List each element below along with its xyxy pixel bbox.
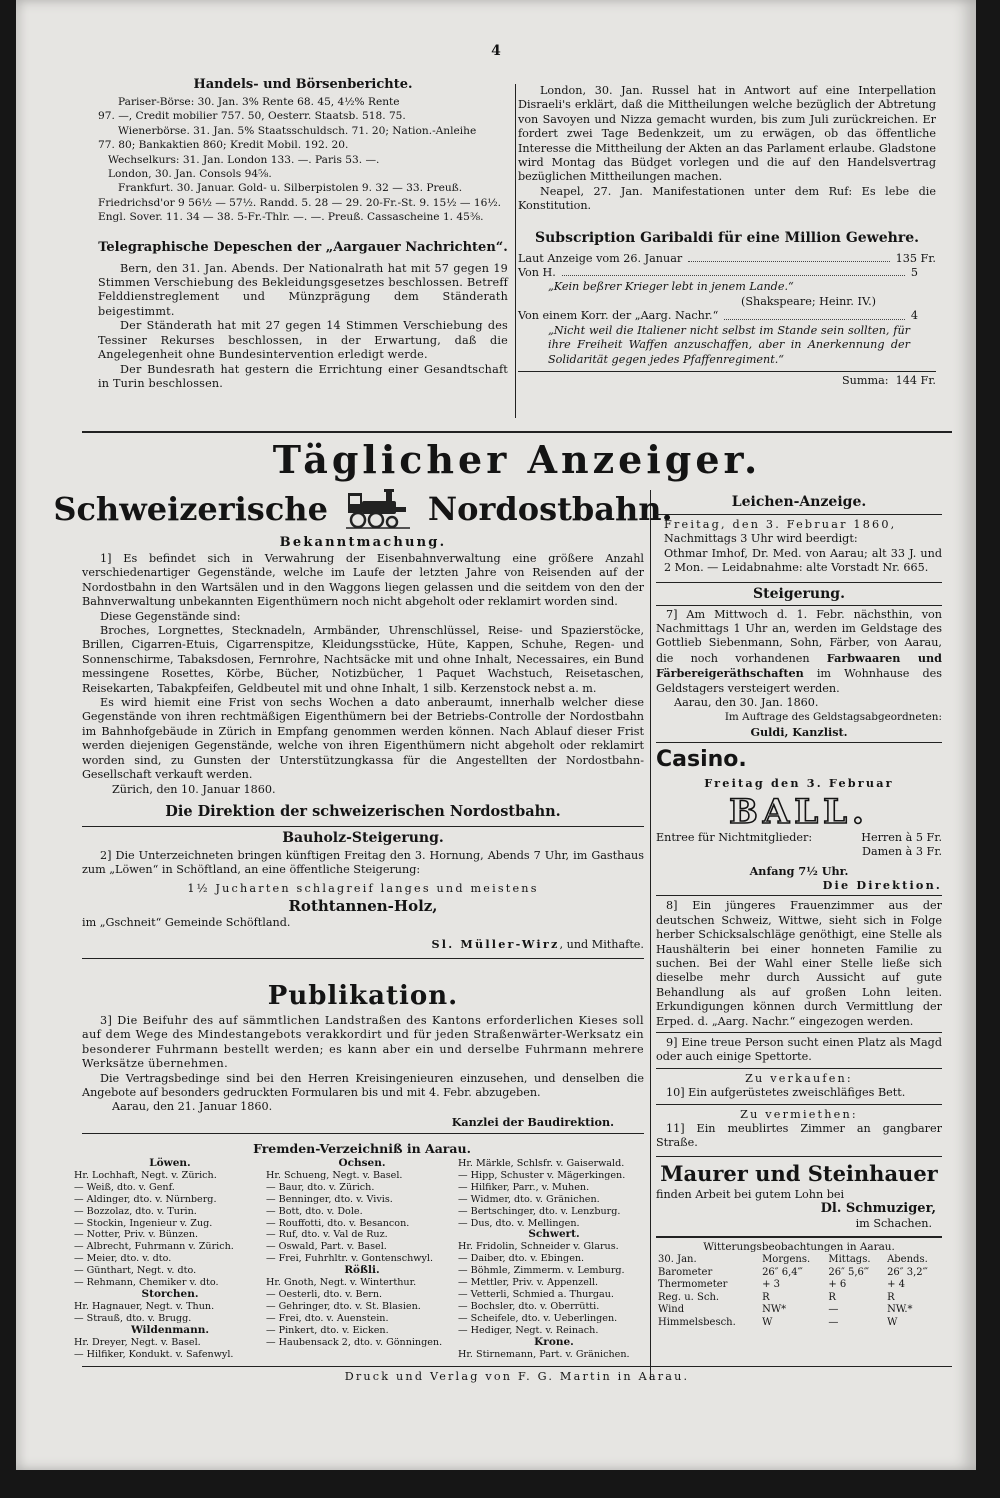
- classified-ad: 8] Ein jüngeres Frauenzimmer aus der deutschen Schweiz, Wittwe, sieht sich in Folge herber Schicksalschläge genöthigt, eine Stelle als Haushälterin bei einer honneten Familie zu suchen. Bei der Wahl einer Stelle ließe sich dieselbe mehr durch Aussicht auf gute Behandlung als auf großen Lohn leiten. Erkundigungen können durch Vermittlung der Erped. d. „Aarg. Nachr.“ eingezogen werden.: [656, 899, 942, 1028]
- newspaper-page: [16, 0, 976, 1470]
- subscription-total-amount: 144 Fr.: [895, 373, 936, 387]
- vermiethen-heading: Zu vermiethen:: [740, 1107, 858, 1121]
- weather-value: W: [762, 1316, 773, 1328]
- weather-header-row: [656, 1254, 942, 1267]
- nob-items-list: Broches, Lorgnettes, Stecknadeln, Armbänder, Uhrenschlüssel, Reise- und Spazierstöcke, Brillen, Cigarren-Etuis, Cigarrenspitze, Kleidungsstücke, Hüte, Kappen, Schuhe, Regen- und Sonnenschirme, Tabaksdosen, Fernrohre, Nachtsäcke mit und ohne Inhalt, Necessaires, ein Bund messingene Rosettes, Körbe, Bücher, Notizbücher, 1 Paquet Wachstuch, Reisetaschen, Reisekarten, Tabakpfeifen, Geldbeutel mit und ohne Inhalt, 1 silb. Kerzenstock nebst a. m.: [82, 624, 644, 695]
- section-rule: [82, 431, 952, 433]
- weather-value: —: [828, 1316, 839, 1328]
- weather-row: [656, 1279, 942, 1292]
- leichen-text: Othmar Imhof, Dr. Med. von Aarau; alt 33 J. und 2 Mon. — Leidabnahme: alte Vorstadt Nr. 665.: [664, 546, 942, 575]
- steigerung-text-part: im Wohnhause des Geldstagers versteigert werden.: [656, 667, 942, 695]
- guest-entry: Hr. Märkle, Schlsfr. v. Gaiserwald.: [458, 1158, 625, 1169]
- casino-entree: [656, 831, 942, 845]
- subscription-entry-label: Von H.: [518, 266, 556, 280]
- telegraph-paragraph: Der Bundesrath hat gestern die Errichtung einer Gesandtschaft in Turin beschlossen.: [98, 362, 508, 390]
- nob-paragraph: Es wird hiemit eine Frist von sechs Wochen a dato anberaumt, innerhalb welcher diese Gegenstände von ihren rechtmäßigen Eigenthümern bei der Betriebs-Controlle der Nordostbahn im Bahnhofgebäude in Zürich in Empfang genommen werden können. Nach Ablauf dieser Frist werden diejenigen Gegenstände, welche von ihren Eigenthümern nicht abgeholt oder reklamirt worden sind, zu Gunsten der Unterstützungkassa für die Angestellten der Nordostbahn-Gesellschaft verkauft werden.: [82, 696, 644, 782]
- left-news-column: [98, 76, 508, 391]
- market-line: Engl. Sover. 11. 34 — 38. 5-Fr.-Thlr. —. —. Preuß. Cassascheine 1. 45⅜.: [98, 211, 484, 224]
- steigerung-signature: Guldi, Kanzlist.: [750, 724, 848, 739]
- subscription-entry-amount: 5: [910, 266, 918, 280]
- guest-list: [74, 1140, 650, 1360]
- bauholz-notice: [82, 830, 644, 959]
- steigerung-text-part: 7] Am Mittwoch d. 1. Febr. nächsthin, von Nachmittags 1 Uhr an, werden im Geldstage des Gottlieb Siebenmann, Sohn, Färber, von Aarau, die noch vorhandenen: [656, 607, 942, 665]
- market-line: Frankfurt. 30. Januar. Gold- u. Silberpistolen 9. 32 — 33. Preuß.: [118, 182, 463, 195]
- weather-col-header: Morgens.: [762, 1254, 811, 1266]
- guest-entry: — Aldinger, dto. v. Nürnberg.: [74, 1193, 217, 1205]
- market-line: Wienerbörse. 31. Jan. 5% Staatsschuldsch. 71. 20; Nation.-Anleihe: [118, 124, 477, 137]
- guest-entry: — Oesterli, dto. v. Bern.: [266, 1288, 383, 1300]
- nob-paragraph: 1] Es befindet sich in Verwahrung der Eisenbahnverwaltung eine größere Anzahl verschiedenartiger Gegenstände, welche im Laufe der letzten Jahre von Reisenden auf der Nordostbahn in den Wartsälen und in den Waggons liegen gelassen und die seitdem von den der Bahnverwaltung unbekannten Eigenthümern noch nicht abgeholt oder reklamirt worden sind.: [82, 552, 644, 609]
- markets-report: [98, 95, 508, 225]
- publikation-paragraph: 3] Die Beifuhr des auf sämmtlichen Landstraßen des Kantons erforderlichen Kieses soll auf dem Wege des Mindestangebots verakkordirt und für jeden Straßenwärter-Werksatz ein besonderer Fuhrmann bestellt werden; es kann aber ein und derselbe Fuhrmann mehrere Werksätze übernehmen.: [82, 1014, 644, 1071]
- casino-signature: Die Direktion.: [822, 877, 942, 892]
- column-divider: [515, 84, 516, 418]
- guest-hotel-name: Schwert.: [528, 1228, 580, 1241]
- casino-date: Freitag den 3. Februar: [704, 776, 894, 791]
- weather-value: R: [887, 1291, 895, 1303]
- steigerung-text: [656, 608, 942, 696]
- weather-value: W: [887, 1316, 898, 1328]
- casino-entree-label: Entree für Nichtmitglieder:: [656, 830, 813, 844]
- weather-value: 26″ 3,2‴: [887, 1266, 928, 1278]
- weather-row-label: Barometer: [658, 1266, 713, 1278]
- nob-signature: Die Direktion der schweizerischen Nordostbahn.: [165, 802, 561, 820]
- weather-row: [656, 1304, 942, 1317]
- weather-value: —: [828, 1304, 839, 1316]
- guest-hotel-name: Krone.: [534, 1335, 574, 1348]
- subscription-entry-amount: 4: [910, 309, 918, 323]
- market-line: Friedrichsd'or 9 56½ — 57½. Randd. 5. 28 — 29. 20-Fr.-St. 9. 15½ — 16½.: [98, 196, 501, 209]
- subscription-heading: Subscription Garibaldi für eine Million Gewehre.: [535, 229, 919, 246]
- guest-entry: — Albrecht, Fuhrmann v. Zürich.: [74, 1241, 234, 1253]
- guest-entry: Hr. Gnoth, Negt. v. Winterthur.: [266, 1277, 417, 1289]
- subscription-total: [518, 374, 936, 388]
- weather-value: R: [828, 1291, 836, 1303]
- steigerung-date: Aarau, den 30. Jan. 1860.: [674, 696, 819, 710]
- guest-entry: Hr. Hagnauer, Negt. v. Thun.: [74, 1300, 215, 1312]
- nob-date: Zürich, den 10. Januar 1860.: [112, 782, 276, 796]
- section-rule: [82, 1366, 952, 1367]
- publikation-date: Aarau, den 21. Januar 1860.: [112, 1100, 273, 1114]
- guest-entry: — Pinkert, dto. v. Eicken.: [266, 1324, 389, 1336]
- guest-entry: — Dus, dto. v. Mellingen.: [458, 1217, 580, 1229]
- subscription-quote: „Kein beßrer Krieger lebt in jenem Lande.“: [548, 280, 794, 294]
- telegraph-paragraph: Der Ständerath hat mit 27 gegen 14 Stimmen Verschiebung des Tessiner Rekurses beschlossen, in der Erwartung, daß die Angelegenheit ohne Bundesintervention erledigt werde.: [98, 319, 508, 362]
- guest-entry: — Oswald, Part. v. Basel.: [266, 1241, 387, 1253]
- subscription-list: [518, 252, 936, 389]
- guest-entry: — Notter, Priv. v. Bünzen.: [74, 1229, 199, 1241]
- right-ads-column: [656, 494, 942, 1329]
- weather-row: [656, 1317, 942, 1330]
- market-line: Pariser-Börse: 30. Jan. 3% Rente 68. 45, 4½% Rente: [118, 96, 400, 108]
- weather-table: [656, 1254, 942, 1329]
- casino-start: Anfang 7½ Uhr.: [749, 863, 849, 878]
- bauholz-item: 1½ Jucharten schlagreif langes und meistens: [187, 881, 539, 895]
- guest-entry: — Baur, dto. v. Zürich.: [266, 1181, 375, 1193]
- maurer-text: finden Arbeit bei gutem Lohn bei: [656, 1187, 845, 1201]
- leichen-date: Freitag, den 3. Februar 1860,: [664, 518, 897, 531]
- guest-list-heading: Fremden-Verzeichniß in Aarau.: [253, 1141, 471, 1156]
- bauholz-wood: Rothtannen-Holz,: [288, 897, 438, 916]
- guest-entry: — Günthart, Negt. v. dto.: [74, 1265, 197, 1277]
- steigerung-heading: Steigerung.: [753, 585, 845, 602]
- guest-hotel-name: Storchen.: [141, 1287, 199, 1300]
- weather-row-label: Wind: [658, 1304, 685, 1316]
- guest-entry: — Bertschinger, dto. v. Lenzburg.: [458, 1205, 621, 1217]
- telegraph-paragraph: Bern, den 31. Jan. Abends. Der Nationalrath hat mit 57 gegen 19 Stimmen Verschiebung des Bekleidungsgesetzes beschlossen. Betreff Felddienstreglement und Münzprägung dem Ständerath beigestimmt.: [98, 261, 508, 318]
- weather-date: 30. Jan.: [658, 1254, 697, 1266]
- markets-heading: Handels- und Börsenberichte.: [193, 77, 413, 92]
- publikation-paragraph: Die Vertragsbedinge sind bei den Herren Kreisingenieuren einzusehen, und denselben die Angebote auf besonders gedruckten Formularen bis und mit 4. Febr. abzugeben.: [82, 1071, 644, 1100]
- subscription-total-label: Summa:: [841, 373, 889, 387]
- verkaufen-item: 10] Ein aufgerüstetes zweischläfiges Bett.: [666, 1086, 906, 1100]
- guest-hotel-name: Ochsen.: [338, 1157, 386, 1169]
- weather-row-label: Himmelsbesch.: [658, 1316, 736, 1328]
- guest-entry: — Hipp, Schuster v. Mägerkingen.: [458, 1169, 626, 1181]
- bauholz-heading: Bauholz-Steigerung.: [282, 830, 444, 846]
- guest-entry: — Weiß, dto. v. Genf.: [74, 1181, 175, 1193]
- weather-value: NW*: [762, 1304, 787, 1316]
- guest-entry: — Hediger, Negt. v. Reinach.: [458, 1324, 599, 1336]
- casino-price-men: Herren à 5 Fr.: [861, 830, 942, 844]
- weather-value: + 6: [828, 1279, 847, 1291]
- telegraph-heading: Telegraphische Depeschen der „Aargauer Nachrichten“.: [98, 239, 508, 255]
- right-news-column: [518, 84, 936, 388]
- guest-entry: — Mettler, Priv. v. Appenzell.: [458, 1277, 599, 1289]
- steigerung-goods: Farbwaaren und Färbereigeräthschaften: [656, 650, 942, 681]
- guest-hotel-name: Wildenmann.: [130, 1323, 210, 1336]
- guest-entry: — Vetterli, Schmied a. Thurgau.: [458, 1288, 614, 1300]
- guest-entry: — Ruf, dto. v. Val de Ruz.: [266, 1229, 388, 1241]
- subscription-entry-amount: 135 Fr.: [895, 251, 936, 265]
- nob-paragraph: Diese Gegenstände sind:: [100, 609, 241, 623]
- guest-list-column: [74, 1158, 266, 1360]
- market-line: 97. —, Credit mobilier 757. 50, Oesterr. Staatsb. 518. 75.: [98, 110, 406, 123]
- weather-row: [656, 1267, 942, 1280]
- weather-col-header: Abends.: [887, 1254, 928, 1266]
- guest-entry: Hr. Dreyer, Negt. v. Basel.: [74, 1336, 201, 1348]
- weather-value: 26″ 6,4‴: [762, 1266, 803, 1278]
- maurer-heading: Maurer und Steinhauer: [660, 1160, 938, 1186]
- guest-entry: — Hilfiker, Kondukt. v. Safenwyl.: [74, 1348, 234, 1360]
- market-line: 77. 80; Bankaktien 860; Kredit Mobil. 192. 20.: [98, 139, 349, 152]
- market-line: London, 30. Jan. Consols 94⅝.: [108, 168, 272, 181]
- guest-entry: — Hilfiker, Parr., v. Muhen.: [458, 1181, 590, 1193]
- guest-entry: — Gehringer, dto. v. St. Blasien.: [266, 1300, 421, 1312]
- guest-entry: — Benninger, dto. v. Vivis.: [266, 1193, 393, 1205]
- guest-entry: — Scheifele, dto. v. Ueberlingen.: [458, 1312, 618, 1324]
- nordostbahn-notice: [53, 486, 673, 827]
- bauholz-signature-name: Sl. Müller-Wirz: [431, 936, 560, 951]
- guest-list-column: [458, 1158, 650, 1360]
- bauholz-paragraph: 2] Die Unterzeichneten bringen künftigen Freitag den 3. Hornung, Abends 7 Uhr, im Gasthaus zum „Löwen“ in Schöftland, an eine öffentliche Steigerung:: [82, 849, 644, 877]
- maurer-place: im Schachen.: [855, 1216, 932, 1230]
- guest-entry: — Bozzolaz, dto. v. Turin.: [74, 1205, 197, 1217]
- guest-entry: Hr. Fridolin, Schneider v. Glarus.: [458, 1241, 619, 1253]
- weather-row-label: Reg. u. Sch.: [658, 1291, 720, 1303]
- publikation-notice: [82, 980, 644, 1134]
- bauholz-signature-rest: , und Mithafte.: [559, 937, 644, 951]
- weather-row-label: Thermometer: [658, 1279, 728, 1291]
- guest-entry: — Böhmle, Zimmerm. v. Lemburg.: [458, 1265, 625, 1277]
- printer-imprint: Druck und Verlag von F. G. Martin in Aarau.: [344, 1370, 690, 1383]
- guest-entry: — Frei, dto. v. Auenstein.: [266, 1312, 389, 1324]
- subscription-entry-label: Laut Anzeige vom 26. Januar: [518, 251, 683, 265]
- telegraph-dispatches: [98, 262, 508, 392]
- guest-entry: — Bochsler, dto. v. Oberrütti.: [458, 1300, 600, 1312]
- weather-col-header: Mittags.: [828, 1254, 871, 1266]
- leichen-heading: Leichen-Anzeige.: [731, 494, 867, 510]
- nob-heading-left: Schweizerische: [53, 490, 328, 528]
- maurer-name: Dl. Schmuziger,: [820, 1201, 936, 1217]
- nob-heading-right: Nordostbahn.: [427, 490, 673, 528]
- neapel-report: Neapel, 27. Jan. Manifestationen unter dem Ruf: Es lebe die Konstitution.: [518, 184, 936, 213]
- subscription-entry-label: Von einem Korr. der „Aarg. Nachr.“: [518, 309, 719, 323]
- weather-value: R: [762, 1291, 770, 1303]
- weather-value: + 3: [762, 1279, 780, 1291]
- guest-hotel-name: Löwen.: [149, 1157, 191, 1169]
- steigerung-auftrag: Im Auftrage des Geldstagsabgeordneten:: [724, 711, 942, 724]
- subscription-quote: „Nicht weil die Italiener nicht selbst im Stande sein sollten, für ihre Freiheit Waffen anzuschaffen, aber in Anerkennung der Solidarität gegen jedes Pfaffenregiment.“: [548, 323, 910, 366]
- guest-entry: — Stockin, Ingenieur v. Zug.: [74, 1217, 213, 1229]
- guest-hotel-name: Rößli.: [344, 1264, 380, 1277]
- nob-notice-heading: Bekanntmachung.: [279, 535, 447, 550]
- guest-entry: Hr. Stirnemann, Part. v. Gränichen.: [458, 1348, 630, 1360]
- verkaufen-heading: Zu verkaufen:: [745, 1071, 853, 1085]
- guest-entry: — Strauß, dto. v. Brugg.: [74, 1312, 192, 1324]
- casino-heading: Casino.: [656, 747, 747, 773]
- guest-entry: — Rouffotti, dto. v. Besancon.: [266, 1217, 410, 1229]
- casino-price-women: Damen à 3 Fr.: [862, 845, 942, 859]
- guest-entry: — Bott, dto. v. Dole.: [266, 1205, 363, 1217]
- weather-value: 26″ 5,6‴: [828, 1266, 870, 1278]
- guest-entry: — Rehmann, Chemiker v. dto.: [74, 1277, 219, 1289]
- guest-entry: — Daiber, dto. v. Ebingen.: [458, 1253, 585, 1265]
- bauholz-location: im „Gschneit“ Gemeinde Schöftland.: [82, 916, 291, 930]
- classified-ad: 9] Eine treue Person sucht einen Platz als Magd oder auch einige Spettorte.: [656, 1035, 942, 1064]
- locomotive-icon: [346, 489, 410, 529]
- casino-ball: BALL.: [729, 791, 869, 832]
- publikation-heading: Publikation.: [267, 981, 459, 1011]
- publikation-signature: Kanzlei der Baudirektion.: [451, 1114, 614, 1129]
- page-number: 4: [491, 43, 501, 59]
- guest-entry: Hr. Lochhaft, Negt. v. Zürich.: [74, 1169, 217, 1181]
- guest-entry: — Meier, dto. v. dto.: [74, 1253, 172, 1265]
- weather-heading: Witterungsbeobachtungen in Aarau.: [703, 1241, 895, 1254]
- guest-entry: — Frei, Fuhrhltr. v. Gontenschwyl.: [266, 1253, 433, 1265]
- market-line: Wechselkurs: 31. Jan. London 133. —. Paris 53. —.: [108, 153, 380, 166]
- column-divider: [650, 490, 651, 1380]
- guest-entry: — Widmer, dto. v. Gränichen.: [458, 1193, 600, 1205]
- guest-entry: Hr. Schueng, Negt. v. Basel.: [266, 1169, 403, 1181]
- subscription-quote-source: (Shakspeare; Heinr. IV.): [740, 294, 876, 308]
- weather-row: [656, 1292, 942, 1305]
- weather-value: NW.*: [887, 1304, 913, 1316]
- vermiethen-item: 11] Ein meublirtes Zimmer an gangbarer Straße.: [656, 1122, 942, 1150]
- leichen-time: Nachmittags 3 Uhr wird beerdigt:: [664, 532, 858, 546]
- masthead: Täglicher Anzeiger.: [272, 437, 762, 482]
- london-report: London, 30. Jan. Russel hat in Antwort auf eine Interpellation Disraeli's erklärt, daß die Mittheilungen welche bezüglich der Abtretung von Savoyen und Nizza gemacht wurden, bis zum Juli zurückreichen. Er fordert zwei Tage Bedenkzeit, um zu erwägen, ob das öffentliche Interesse die Mittheilung der Akten an das Parlament erlaube. Gladstone wird Montag das Büdget vorlegen und die auf den Handelsvertrag bezüglichen Mittheilungen machen.: [518, 84, 936, 184]
- guest-list-column: [266, 1158, 458, 1360]
- guest-entry: — Haubensack 2, dto. v. Gönningen.: [266, 1336, 443, 1348]
- weather-value: + 4: [887, 1279, 905, 1291]
- bauholz-signature: [82, 937, 644, 952]
